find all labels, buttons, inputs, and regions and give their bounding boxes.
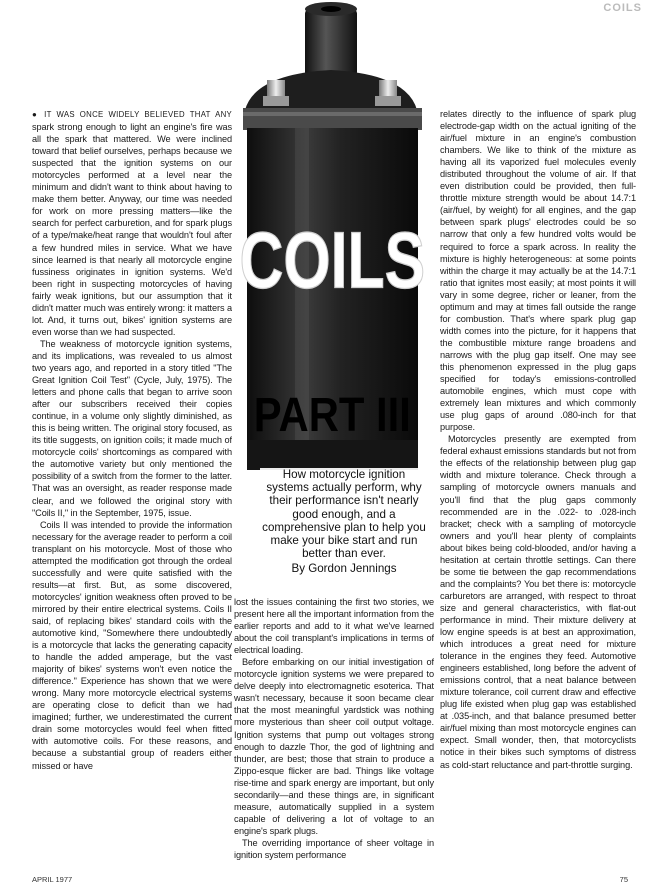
headline-word1: COILS [239,216,426,306]
section-tag: COILS [603,2,642,14]
paragraph: spark strong enough to light an engine's fire was all the spark that mattered. We were inclined toward that belief ourselves, perhaps because we suspected that the ignition systems on our motorcycles performed at a level near the minimum and didn't want to think about having to make them better. Anyway, our time was needed for work on more pressing matters—like the search for perfect carburetion, and for spark plugs of a type/make/heat range that wouldn't foul after a few hundred miles in service. What we have since learned is that nearly all motorcycle engine fussiness originates in ignition systems. We'd been right in suspecting motorcycles of having fairly weak ignitions, but our assumption that it didn't matter much was entirely wrong: it matters a lot. And, it turns out, bikes' ignition systems are even worse than we had suspected. [32,122,232,337]
ignition-coil-icon [225,0,440,540]
headline-word2: PART III [253,387,411,442]
paragraph: The weakness of motorcycle ignition systems, and its implications, was revealed to us almost two years ago, and reported in a story titled "The Great Ignition Coil Test" (Cycle, July, 1975). The letters and phone calls that began to arrive soon after our subscribers received their copies continue, in a volume only slightly diminished, as this is being written. The original story focused, as its title suggests, on ignition coils; it made much of motorcycle coils' shortcomings as compared with the automotive variety but only mentioned the possibility of a switch from the former to the latter. That was an oversight, as reader response made clear, and we followed the original story with "Coils II," in the September, 1975, issue. [32,338,232,518]
paragraph: Motorcycles presently are exempted from federal exhaust emissions standards but not from the effects of the relationship between plug gap width and mixture tolerance. Check through a sampling of motorcycle owners manuals and you'll find that the plug gaps commonly recommended are in the .022- to .028-inch bracket; check with a sampling of motorcycle owners and you'll hear plenty of complaints about bikes being cold-blooded, and/or having a hesitation at certain throttle settings. Can there be some tie between the gap recommendations and the complaints? You bet there is: motorcycle carburetors are arranged, with respect to throat size and general characteristics, with flat-out performance in mind. Their mixture delivery at low engine speeds is at best an approximation, which introduces a great need for mixture tolerance in the engines they feed. Automotive engineers established, long before the advent of emissions control, that a neat balance between mixture tolerance, coil current draw and effective plug life existed when plug gap was established at .035-inch, and that balance presumed better air/fuel mixing than most motorcycle engines can expect. Small wonder, then, that motorcyclists notice in their bikes such symptoms of distress as cold-start reluctance and part-throttle surging. [440,434,636,770]
paragraph: lost the issues containing the first two stories, we present here all the important information from the earlier reports and add to it what we've learned about the coil transplant's implications in terms of electrical loading. [234,597,434,656]
bullet-icon: ● [32,110,40,119]
paragraph: relates directly to the influence of spark plug electrode-gap width on the actual igniting of the air/fuel mixture in an engine's combustion chambers. We like to think of the mixture as having all its vaporized fuel molecules evenly distributed throughout the volume of air. If that even distribution could be provided, then full-throttle mixture strength would be about 14.7:1 (air/fuel, by weight) for all engines, and the gap between spark plugs' electrodes could be so narrow that only a few hundred volts would be required to force a spark across. In reality the mixture is highly heterogeneous: at some points within the charge it may actually be at the 14.7:1 ratio that ignites most easily; at most points it will vary in some degree, richer or leaner, from the optimum and may at times fall outside the range for combustion. That's where spark plug gap width comes into the picture, for it happens that the combustible mixture range broadens and narrows with the plug gap itself. One may see this phenomenon expressed in the plug gaps specified for today's emissions-controlled automobile engines, which must cope with extremely lean mixtures and which commonly use plug gaps of around .080-inch for that purpose. [440,109,636,433]
text-column-middle [234,596,434,874]
text-column-right [440,108,636,878]
paragraph: Before embarking on our initial investigation of motorcycle ignition systems we were prepared to delve deeply into electromagnetic esoterica. That wasn't necessary, because it soon became clear that the most meaningful yardstick was nothing more mysterious than sheer coil output voltage. Ignition systems that pump out voltages strong enough to dazzle Thor, the god of lightning and thunder, are best; those that strain to produce a Zippo-esque flicker are bad. Things like voltage rise-time and spark energy are important, but only secondarily—and these things are, in significant measure, automatically supplied in a system capable of delivering a lot of voltage to an engine's spark plugs. [234,657,434,836]
article-subhead: How motorcycle ignition systems actually perform, why their performance isn't nearly good enough, and a comprehensive plan to help you make your bike start and run better than ever. [260,468,428,560]
text-column-left [32,108,232,870]
paragraph: Coils II was intended to provide the information necessary for the average reader to perform a coil transplant on his motorcycle. Most of those who attempted the modification got through the ordeal successfully and were quite satisfied with the results—at first. But, as some discovered, motorcycles' ignition weakness often proved to be mirrored by their entire electrical systems. Coils II said, of replacing bikes' standard coils with the automotive kind, "Somewhere there undoubtedly is a motorcycle that lacks the generating capacity to handle the added amperage, but the vast majority of bikes' systems won't even notice the difference." Experience has shown that we were wrong. Many more motorcycle electrical systems are operating close to deficit than we had imagined; further, we underestimated the current drain some motorcycles would feel when fitted with automotive coils. For these reasons, and because a substantial group of readers either missed or have [32,519,232,771]
article-byline: By Gordon Jennings [291,562,397,575]
issue-date: APRIL 1977 [32,875,73,884]
page-number: 75 [619,875,628,884]
paragraph: The overriding importance of sheer voltage in ignition system performance [234,837,434,860]
lead-in-caps: IT WAS ONCE WIDELY BELIEVED THAT ANY [44,110,232,119]
